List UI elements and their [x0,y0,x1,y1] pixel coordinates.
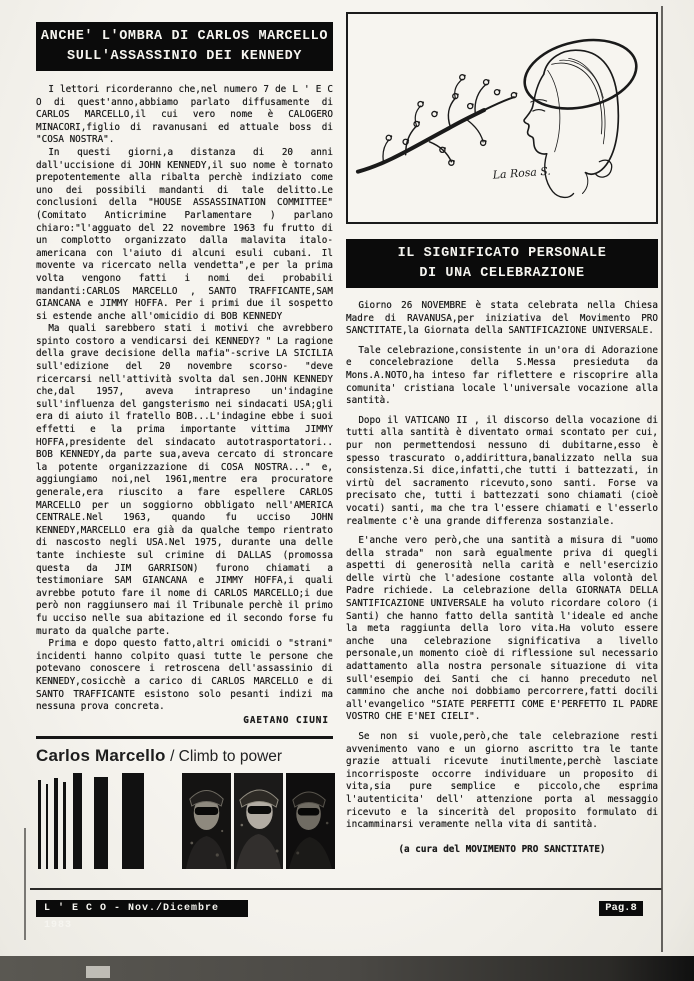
paragraph: E'anche vero però,che una santità a misura di "uomo della strada" non sarà egualmente priva di quegli aspetti di generosità nella carità e nell'esercizio delle virtù che l'adesione costante alla volontà del Padre richiede. La celebrazione della GIORNATA DELLA SANTIFICAZIONE UNIVERSALE ha voluto ricordare coloro (i Santi) che hanno fatto della santità l'ideale ed anche la meta raggiunta della loro vita.Ha voluto essere anche una celebrazione significativa a livello personale,un momento cioè di riflessione sul necessario adattamento alla nostra personale situazione di vita sull'esempio dei Santi che ci hanno preceduto nel cammino che anche noi dobbiamo percorrere,fatti docili all'evangelico "SIATE PERFETTI COME E'PERFETTO IL PADRE VOSTRO CHE E'NEI CIELI". [346,535,658,723]
photo-caption [36,746,333,766]
issue-label: L ' E C O - Nov./Dicembre 1983 [36,900,248,917]
carlos-marcello-photo-2 [234,773,283,869]
paragraph: Giorno 26 NOVEMBRE è stata celebrata nella Chiesa Madre di RAVANUSA,per iniziativa del Movimento PRO SANCTITATE,la Giornata della SANTIFICAZIONE UNIVERSALE. [346,300,658,337]
left-article-column [36,22,333,869]
page-edge-line-left [24,828,26,940]
editor-byline: (a cura del MOVIMENTO PRO SANCTITATE) [398,843,606,855]
portrait-photos [182,773,335,869]
footer-divider [30,888,662,890]
page-edge-line-right [661,6,663,952]
artist-signature: La Rosa S. [492,164,552,182]
author-byline: GAETANO CIUNI [243,714,329,726]
section-divider [36,736,333,739]
photo-caption-subtitle: / Climb to power [170,747,283,765]
right-article-headline [346,239,658,288]
paragraph: Tale celebrazione,consistente in un'ora di Adorazione e concelebrazione della S.Messa presieduta da Mons.A.NOTO,ha inteso far riflettere e riscoprire alla comunita' cristiana locale l'universale vocazione alla santità. [346,344,658,407]
paragraph: Ma quali sarebbero stati i motivi che avrebbero spinto costoro a vendicarsi dei KENNEDY? " La ragione della grave decisione della mafia"-scrive LA SICILIA sull'edizione del 20 novembre scorso- "deve ricercarsi nell'attività svolta dal sen.JOHN KENNEDY che,dal 1957, aveva intrapreso un'indagine sull'influenza del gangsterismo nei sindacati USA;gli era di aiuto il fratello BOB...L'indagine ebbe i suoi effetti e la prima importante vittima JIMMY HOFFA,presidente del sindacato autotrasportatori.. BOB KENNEDY,da parte sua,aveva cercato di stroncare la potente organizzazione di COSA NOSTRA..." e, aggiungiamo noi,nel 1961,mentre era procuratore generale,era riuscito a fare espellere CARLOS MARCELLO per un soggiorno obbligato nell'AMERICA CENTRALE.Nel 1963, quando fu ucciso JOHN KENNEDY,MARCELLO era già da qualche tempo rientrato di nascosto negli USA.Nel 1975, durante una delle tante inchieste sul crimine di DALLAS (promossa questa da JIM GARRISON) furono chiamati a testimoniare SAM GIANCANA e JIMMY HOFFA,i quali avrebbe potuto fare il nome di CARLOS MARCELLO;i due però non raggiunsero mai il Tribunale perchè il primo fu ucciso nelle sua abitazione ed il secondo forse fu murato da qualche parte. [36,323,333,637]
scanner-edge-notch [86,966,110,978]
paragraph: In questi giorni,a distanza di 20 anni dall'uccisione di JOHN KENNEDY,il suo nome è tornato prepotentemente alla ribalta perchè indiziato come uno dei possibili mandanti di tale delitto.Le conclusioni della "HOUSE ASSASSINATION COMMITTEE" (Comitato Anticrimine Parlamentare ) parlano chiaro:"l'agguato del 22 novembre 1963 fu frutto di un complotto organizzato dalla malavita italo-americana con l'aiuto di alcuni esuli cubani. Il movente va ricercato nella vendetta",e per la prima volta vengono fatti i nomi dei probabili mandanti:CARLOS MARCELLO , SANTO TRAFFICANTE,SAM GIANCANA e JIMMY HOFFA. Per i primi due il sospetto si estende anche all'omicidio di BOB KENNEDY [36,146,333,322]
photo-caption-name: Carlos Marcello [36,745,166,765]
branch-graphic [358,79,514,171]
carlos-marcello-photo-1 [182,773,231,869]
headline-line-2: DI UNA CELEBRAZIONE [419,266,585,281]
headline-line-1: ANCHE' L'OMBRA DI CARLOS MARCELLO [40,29,329,44]
right-article-body [346,300,658,832]
barcode-graphic [36,773,144,869]
paragraph: I lettori ricorderanno che,nel numero 7 de L ' E C O di quest'anno,abbiamo parlato diffusamente di CARLOS MARCELLO,il cui vero nome è CALOGERO MINACORI,figlio di ravanusani ed attuale boss di "COSA NOSTRA". [36,84,333,146]
paragraph: Se non si vuole,però,che tale celebrazione resti avvenimento vano e un giorno ascritto tra le tante grazie attuali ricevute inutilmente,perchè lasciate incorrisposte occorre individuare un proposito di vita,sia pure semplice e piccolo,che esprima l'autenticita' dell' attenzione porta al messaggio ricevuto e la sincerità del proposito formulato di incamminarsi veramente nella vita di santità. [346,731,658,831]
left-article-body [36,84,333,714]
left-article-headline [36,22,333,71]
headline-line-1: IL SIGNIFICATO PERSONALE [397,246,607,261]
paragraph: Dopo il VATICANO II , il discorso della vocazione di tutti alla santità è diventato ormai scontato per cui, pur non permettendosi nessuno di dubitarne,esso è spesso trascurato o,addirittura,banalizzato nella sua consistenza.Si dice,infatti,che tutti i battezzati, in virtù del sacramento ricevuto,sono santi. Forse va precisato che, tutti i battezzati sono chiamati (cioè vocati) santi, ma che tra l'essere chiamati e l'esserlo realmente c'è una grande differenza sostanziale. [346,414,658,527]
right-article-column [346,12,658,855]
angel-drawing [346,12,658,224]
page-number-badge: Pag.8 [599,901,643,916]
headline-line-2: SULL'ASSASSINIO DEI KENNEDY [67,49,302,64]
paragraph: Prima e dopo questo fatto,altri omicidi o "strani" incidenti hanno colpito quasi tutte le persone che potevano conoscere i retroscena dell'assassinio di KENNEDY,cosicchè a carico di CARLOS MARCELLO e di SANTO TRAFFICANTE esistono solo pesanti indizi ma nessuna prova concreta. [36,638,333,713]
carlos-marcello-photo-3 [286,773,335,869]
photo-strip [36,773,333,869]
